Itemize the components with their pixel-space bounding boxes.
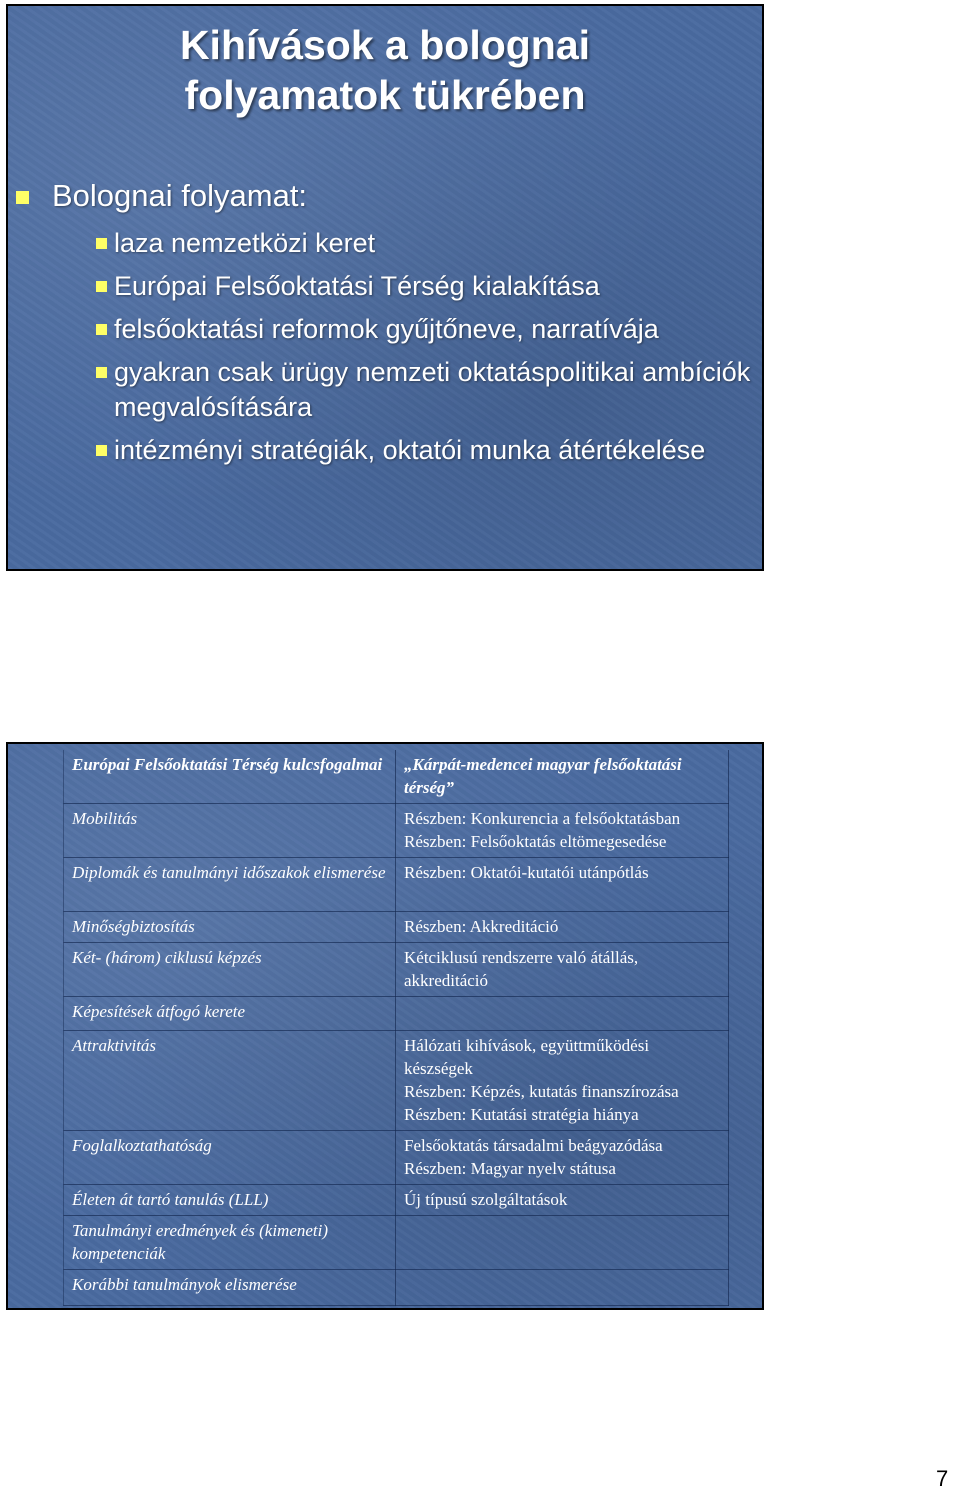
table-row <box>64 1185 729 1216</box>
table-row <box>64 858 729 912</box>
cell-left: Életen át tartó tanulás (LLL) <box>64 1185 396 1216</box>
main-bullet-text: Bolognai folyamat: <box>52 178 308 213</box>
bullet-square-icon <box>96 367 107 378</box>
sub-bullet-list <box>114 226 754 476</box>
sub-bullet <box>114 355 754 425</box>
sub-bullet <box>114 433 754 468</box>
table-row <box>64 997 729 1031</box>
cell-right <box>396 1216 729 1270</box>
sub-bullet <box>114 269 754 304</box>
header-right: „Kárpát-medencei magyar felsőoktatási térség” <box>396 750 729 804</box>
title-line-1: Kihívások a bolognai <box>179 22 591 68</box>
slide-top <box>6 4 764 571</box>
cell-left: Két- (három) ciklusú képzés <box>64 943 396 997</box>
cell-left: Foglalkoztathatóság <box>64 1131 396 1185</box>
cell-right: Hálózati kihívások, együttműködési készségek Részben: Képzés, kutatás finanszírozása Részben: Kutatási stratégia hiánya <box>396 1031 729 1131</box>
title-line-2: folyamatok tükrében <box>184 72 586 118</box>
bullet-square-icon <box>96 281 107 292</box>
cell-right: Kétciklusú rendszerre való átállás, akkreditáció <box>396 943 729 997</box>
cell-left: Attraktivitás <box>64 1031 396 1131</box>
cell-right: Részben: Akkreditáció <box>396 912 729 943</box>
cell-left: Diplomák és tanulmányi időszakok elismerése <box>64 858 396 912</box>
header-left: Európai Felsőoktatási Térség kulcsfogalmai <box>64 750 396 804</box>
cell-right: Felsőoktatás társadalmi beágyazódása Részben: Magyar nyelv státusa <box>396 1131 729 1185</box>
cell-right: Részben: Konkurencia a felsőoktatásban Részben: Felsőoktatás eltömegesedése <box>396 804 729 858</box>
sub-bullet-text: felsőoktatási reformok gyűjtőneve, narratívája <box>114 314 659 344</box>
cell-left: Korábbi tanulmányok elismerése <box>64 1270 396 1306</box>
bullet-square-icon <box>96 324 107 335</box>
sub-bullet <box>114 312 754 347</box>
bullet-square-icon <box>96 238 107 249</box>
sub-bullet-text: laza nemzetközi keret <box>114 228 376 258</box>
cell-right: Részben: Oktatói-kutatói utánpótlás <box>396 858 729 912</box>
sub-bullet-text: Európai Felsőoktatási Térség kialakítása <box>114 271 600 301</box>
table-row <box>64 1216 729 1270</box>
sub-bullet <box>114 226 754 261</box>
bullet-square-icon <box>16 191 29 204</box>
table-row <box>64 943 729 997</box>
cell-left: Képesítések átfogó kerete <box>64 997 396 1031</box>
table-row <box>64 804 729 858</box>
page-number: 7 <box>936 1466 949 1491</box>
cell-right: Új típusú szolgáltatások <box>396 1185 729 1216</box>
slide-title <box>8 20 762 120</box>
table-row <box>64 1270 729 1306</box>
cell-left: Minőségbiztosítás <box>64 912 396 943</box>
slide-bottom <box>6 742 764 1310</box>
table-row <box>64 1031 729 1131</box>
comparison-table <box>63 750 729 1306</box>
sub-bullet-text: gyakran csak ürügy nemzeti oktatáspolitikai ambíciók megvalósítására <box>114 357 751 422</box>
bullet-square-icon <box>96 445 107 456</box>
cell-left: Tanulmányi eredmények és (kimeneti) kompetenciák <box>64 1216 396 1270</box>
cell-right <box>396 997 729 1031</box>
table-header-row <box>64 750 729 804</box>
cell-right <box>396 1270 729 1306</box>
main-bullet <box>52 178 307 214</box>
sub-bullet-text: intézményi stratégiák, oktatói munka átértékelése <box>114 435 706 465</box>
cell-left: Mobilitás <box>64 804 396 858</box>
table-row <box>64 912 729 943</box>
table-row <box>64 1131 729 1185</box>
